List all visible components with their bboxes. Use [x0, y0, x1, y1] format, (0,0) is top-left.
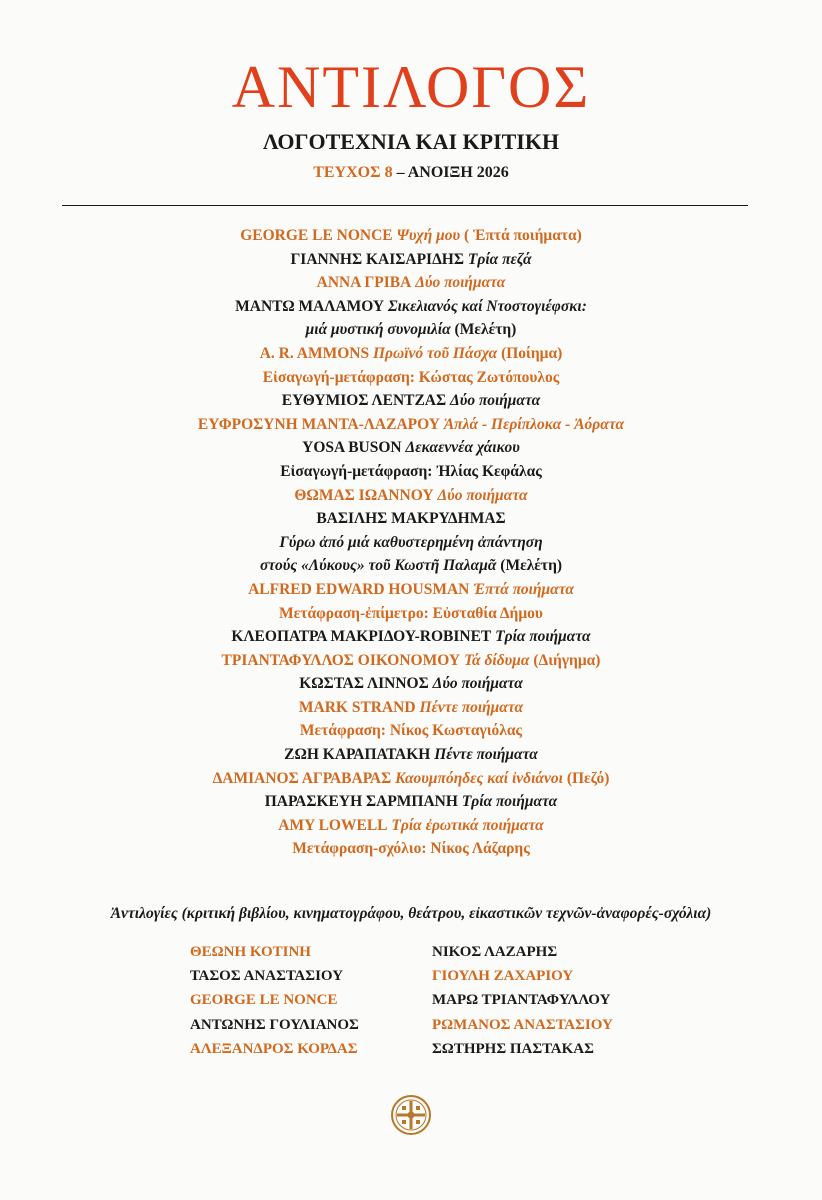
critic-name: ΑΝΤΩΝΗΣ ΓΟΥΛΙΑΝΟΣ [190, 1016, 359, 1033]
toc-work-title: Πέντε ποιήματα [419, 698, 524, 716]
critic-name: ΝΙΚΟΣ ΛΑΖΑΡΗΣ [432, 944, 558, 960]
toc-work-title: στούς «Λύκους» τοῦ Κωστῆ Παλαμᾶ [259, 557, 497, 575]
toc-author: ΚΩΣΤΑΣ ΛΙΝΝΟΣ [299, 675, 429, 693]
toc-line [0, 248, 822, 272]
divider-rule [62, 205, 748, 206]
toc-work-title: Ἑπτά ποιήματα [473, 580, 574, 598]
toc-work-title: Δύο ποιήματα [450, 392, 541, 410]
toc-work-title: Καουμπόηδες καί ἰνδιάνοι [395, 769, 563, 787]
toc-author: A. R. AMMONS [259, 344, 370, 362]
toc-author: ΓΙΑΝΝΗΣ ΚΑΙΣΑΡΙΔΗΣ [290, 250, 464, 268]
toc-note: (Διήγημα) [529, 651, 601, 669]
critic-name: ΜΑΡΩ ΤΡΙΑΝΤΑΦΥΛΛΟΥ [432, 992, 611, 1009]
toc-line [0, 531, 822, 555]
toc-note: (Μελέτη) [496, 557, 563, 575]
toc-line [0, 625, 822, 649]
toc-work-title: μιά μυστική συνομιλία [305, 321, 451, 339]
toc-line [0, 649, 822, 673]
antilogies-heading: Ἀντιλογίες (κριτική βιβλίου, κινηματογράφου, θεάτρου, εἰκαστικῶν τεχνῶν-ἀναφορές-σχόλια) [110, 905, 712, 922]
toc-line [0, 271, 822, 295]
toc-author: ΒΑΣΙΛΗΣ ΜΑΚΡΥΔΗΜΑΣ [316, 510, 506, 528]
toc-note: (Μελέτη) [450, 321, 517, 339]
toc-work-title: Δεκαεννέα χάικου [405, 439, 520, 457]
toc-author: ALFRED EDWARD HOUSMAN [248, 580, 470, 598]
toc-line [0, 318, 822, 342]
toc-author: MARK STRAND [298, 698, 416, 716]
toc-work-title: Τρία πεζά [467, 250, 532, 268]
toc-line [0, 389, 822, 413]
toc-author: ΕΥΘΥΜΙΟΣ ΛΕΝΤΖΑΣ [281, 392, 447, 410]
toc-line [0, 295, 822, 319]
toc-note: (Ποίημα) [497, 344, 563, 362]
critic-name: ΣΩΤΗΡΗΣ ΠΑΣΤΑΚΑΣ [432, 1040, 594, 1057]
critic-name: ΘΕΩΝΗ ΚΟΤΙΝΗ [190, 944, 311, 960]
toc-author: YOSA BUSON [302, 439, 402, 457]
toc-line [0, 342, 822, 366]
toc-line [0, 837, 822, 861]
toc-note: Μετάφραση-σχόλιο: Νίκος Λάζαρης [292, 840, 530, 858]
toc-note: Μετάφραση: Νίκος Κωσταγιόλας [299, 722, 523, 740]
toc-author: ΑΝΝΑ ΓΡΙΒΑ [316, 274, 412, 292]
toc-line [0, 767, 822, 791]
toc-line [0, 436, 822, 460]
toc-work-title: Τρία ποιήματα [461, 793, 558, 811]
toc-work-title: Δύο ποιήματα [437, 486, 528, 504]
toc-work-title: Γύρω ἀπό μιά καθυστερημένη ἀπάντηση [279, 533, 543, 551]
toc-line [0, 743, 822, 767]
toc-line [0, 484, 822, 508]
critic-name: ΡΩΜΑΝΟΣ ΑΝΑΣΤΑΣΙΟΥ [432, 1016, 613, 1033]
critic-name: ΑΛΕΞΑΝΔΡΟΣ ΚΟΡΔΑΣ [190, 1040, 358, 1057]
toc-work-title: Τρία ἐρωτικά ποιήματα [391, 816, 544, 834]
toc-work-title: Τρία ποιήματα [495, 628, 591, 646]
toc-line [0, 790, 822, 814]
toc-author: AMY LOWELL [278, 816, 388, 834]
table-of-contents [0, 224, 822, 861]
toc-author: ΠΑΡΑΣΚΕΥΗ ΣΑΡΜΠΑΝΗ [264, 793, 458, 811]
toc-line [0, 672, 822, 696]
toc-note: (Πεζό) [562, 769, 610, 787]
critics-right-column [432, 940, 613, 1061]
critics-left-column [190, 940, 359, 1061]
toc-author: ΚΛΕΟΠΑΤΡΑ ΜΑΚΡΙΔΟΥ-ROBINET [231, 628, 492, 646]
toc-line [0, 578, 822, 602]
toc-line [0, 224, 822, 248]
magazine-subtitle: ΛΟΓΟΤΕΧΝΙΑ ΚΑΙ ΚΡΙΤΙΚΗ [262, 129, 560, 154]
toc-note: Μετάφραση-ἐπίμετρο: Εὐσταθία Δήμου [279, 604, 543, 622]
issue-separator: – [392, 164, 408, 181]
toc-line [0, 602, 822, 626]
toc-line [0, 696, 822, 720]
critic-name: GEORGE LE NONCE [190, 992, 338, 1009]
toc-line [0, 719, 822, 743]
toc-line [0, 554, 822, 578]
toc-author: ΘΩΜΑΣ ΙΩΑΝΝΟΥ [294, 486, 434, 504]
toc-work-title: Δύο ποιήματα [415, 274, 506, 292]
toc-note: ( Ἑπτά ποιήματα) [460, 227, 582, 244]
critic-name: ΤΑΣΟΣ ΑΝΑΣΤΑΣΙΟΥ [190, 968, 344, 985]
toc-line [0, 460, 822, 484]
toc-author: ΔΑΜΙΑΝΟΣ ΑΓΡΑΒΑΡΑΣ [212, 769, 392, 787]
toc-work-title: Ψυχή μου [396, 227, 461, 244]
toc-author: GEORGE LE NONCE [240, 227, 393, 244]
toc-work-title: Πρωϊνό τοῦ Πάσχα [372, 344, 498, 362]
toc-line [0, 366, 822, 390]
toc-note: Εἰσαγωγή-μετάφραση: Ἠλίας Κεφάλας [280, 462, 542, 480]
toc-work-title: Πέντε ποιήματα [434, 746, 538, 764]
toc-line [0, 413, 822, 437]
issue-line [0, 162, 822, 184]
toc-work-title: Ἁπλά - Περίπλοκα - Ἀόρατα [443, 415, 625, 433]
toc-line [0, 814, 822, 838]
toc-work-title: Δύο ποιήματα [432, 675, 523, 693]
toc-author: ΖΩΗ ΚΑΡΑΠΑΤΑΚΗ [284, 746, 431, 764]
toc-work-title: Σικελιανός καί Ντοστογιέφσκι: [387, 297, 587, 315]
issue-number: ΤΕΥΧΟΣ 8 [313, 164, 393, 181]
toc-author: ΤΡΙΑΝΤΑΦΥΛΛΟΣ ΟΙΚΟΝΟΜΟΥ [221, 651, 461, 669]
ornamental-emblem-icon [390, 1094, 432, 1136]
toc-work-title: Τά δίδυμα [463, 651, 530, 669]
magazine-title: ΑΝΤΙΛΟΓΟΣ [231, 54, 591, 120]
issue-date: ΑΝΟΙΞΗ 2026 [407, 164, 509, 181]
toc-line [0, 507, 822, 531]
toc-author: ΕΥΦΡΟΣΥΝΗ ΜΑΝΤΑ-ΛΑΖΑΡΟΥ [197, 415, 440, 433]
critic-name: ΓΙΟΥΛΗ ΖΑΧΑΡΙΟΥ [432, 968, 574, 985]
toc-note: Εἰσαγωγή-μετάφραση: Κώστας Ζωτόπουλος [262, 368, 560, 386]
toc-author: ΜΑΝΤΩ ΜΑΛΑΜΟΥ [235, 297, 385, 315]
